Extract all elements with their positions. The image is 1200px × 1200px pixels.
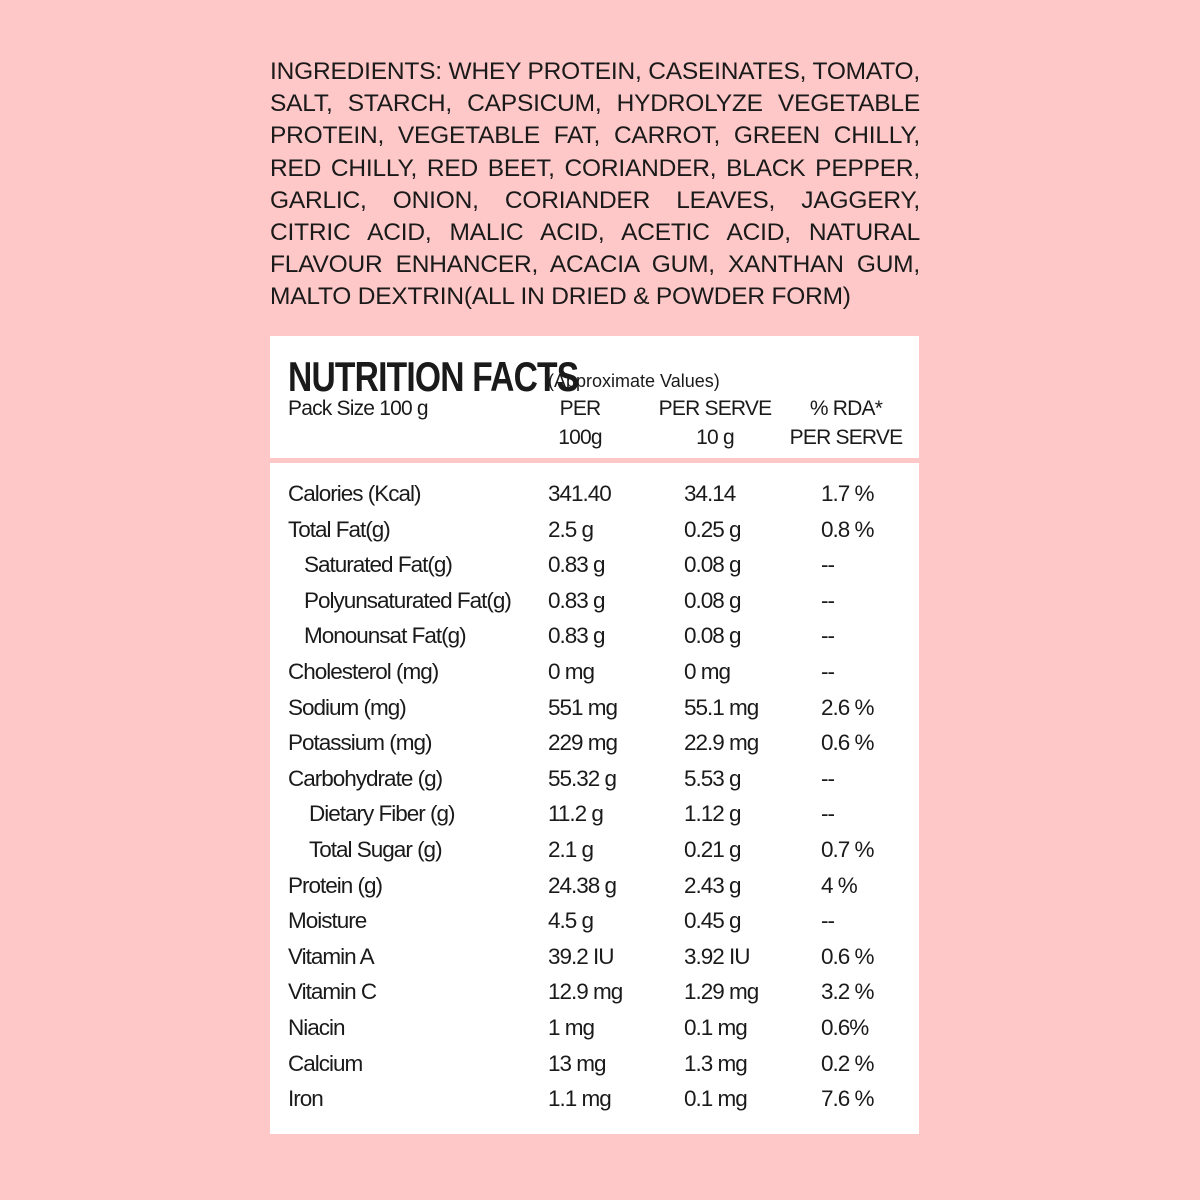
table-row xyxy=(270,623,919,658)
table-row xyxy=(270,1015,919,1050)
nutrient-name: Dietary Fiber (g) xyxy=(309,801,455,827)
nutrient-rda: 0.2 % xyxy=(821,1050,874,1076)
nutrient-name: Vitamin A xyxy=(288,943,374,969)
table-row xyxy=(270,908,919,943)
nutrient-per-100g: 341.40 xyxy=(548,481,611,506)
nutrient-per-serve: 0.08 g xyxy=(684,552,741,578)
table-row xyxy=(270,730,919,765)
nutrient-name: Total Fat(g) xyxy=(288,516,390,542)
nutrient-rda: -- xyxy=(821,765,834,791)
nutrient-per-100g: 1.1 mg xyxy=(548,1086,611,1112)
table-row xyxy=(270,552,919,587)
nutrient-per-serve: 0.1 mg xyxy=(684,1086,747,1112)
ingredients-text xyxy=(270,56,920,314)
table-row xyxy=(270,695,919,730)
table-row xyxy=(270,659,919,694)
nutrient-per-100g: 24.38 g xyxy=(548,872,617,898)
nutrient-per-serve: 0.25 g xyxy=(684,516,741,542)
nutrient-name: Monounsat Fat(g) xyxy=(304,623,466,649)
nutrient-per-100g: 2.1 g xyxy=(548,837,594,862)
nutrient-per-serve: 22.9 mg xyxy=(684,730,759,756)
nutrient-rda: 0.8 % xyxy=(821,516,874,542)
ingredients-list: WHEY PROTEIN, CASEINATES, TOMATO, SALT, STARCH, CAPSICUM, HYDROLYZE VEGETABLE PROTEIN, VEGETABLE FAT, CARROT, GREEN CHILLY, RED CHILLY, RED BEET, CORIANDER, BLACK PEPPER, GARLIC, ONION, CORIANDER LEAVES, JAGGERY, CITRIC ACID, MALIC ACID, ACETIC ACID, NATURAL FLAVOUR ENHANCER, ACACIA GUM, XANTHAN GUM, MALTO DEXTRIN(ALL IN DRIED & POWDER FORM) xyxy=(270,58,920,311)
nutrient-per-100g: 229 mg xyxy=(548,730,618,756)
nutrient-per-serve: 1.29 mg xyxy=(684,979,759,1005)
nutrient-rda: 0.7 % xyxy=(821,837,874,862)
nutrient-per-100g: 1 mg xyxy=(548,1015,595,1040)
nutrient-name: Iron xyxy=(288,1086,323,1112)
nutrient-rda: -- xyxy=(821,587,834,613)
nutrient-per-serve: 1.3 mg xyxy=(684,1050,747,1076)
pack-size-label: Pack Size 100 g xyxy=(288,397,428,420)
nutrient-per-100g: 2.5 g xyxy=(548,516,594,542)
nutrient-name: Potassium (mg) xyxy=(288,730,432,756)
nutrient-per-serve: 0.08 g xyxy=(684,587,741,613)
column-header-per-serve xyxy=(655,394,775,452)
nutrient-name: Carbohydrate (g) xyxy=(288,765,443,791)
nutrient-rda: 3.2 % xyxy=(821,979,874,1005)
nutrient-rda: -- xyxy=(821,908,834,934)
nutrient-per-serve: 0.08 g xyxy=(684,623,741,649)
table-row xyxy=(270,979,919,1014)
nutrient-per-serve: 0.21 g xyxy=(684,837,741,862)
nutrient-per-100g: 0 mg xyxy=(548,659,595,684)
nutrient-name: Protein (g) xyxy=(288,872,383,898)
nutrient-per-serve: 2.43 g xyxy=(684,872,741,898)
table-row xyxy=(270,801,919,836)
table-row xyxy=(270,873,919,908)
nutrient-name: Vitamin C xyxy=(288,979,377,1005)
nutrient-name: Total Sugar (g) xyxy=(309,837,442,862)
table-row xyxy=(270,588,919,623)
nutrient-per-serve: 55.1 mg xyxy=(684,694,759,720)
nutrition-facts-subtitle: (Approximate Values) xyxy=(548,371,720,391)
nutrient-name: Cholesterol (mg) xyxy=(288,659,439,684)
nutrient-rda: 7.6 % xyxy=(821,1086,874,1112)
nutrient-rda: -- xyxy=(821,623,834,649)
nutrient-rda: 0.6 % xyxy=(821,730,874,756)
nutrient-per-serve: 0.45 g xyxy=(684,908,741,934)
column-header-per-100g-line2: 100g xyxy=(558,426,602,449)
nutrient-name: Calcium xyxy=(288,1050,363,1076)
nutrient-per-serve: 34.14 xyxy=(684,481,736,506)
nutrient-per-serve: 3.92 IU xyxy=(684,943,750,969)
nutrient-per-100g: 39.2 IU xyxy=(548,943,614,969)
nutrient-name: Niacin xyxy=(288,1015,345,1040)
nutrient-per-serve: 5.53 g xyxy=(684,765,741,791)
column-header-rda-line1: % RDA* xyxy=(809,397,883,420)
nutrient-rda: 0.6% xyxy=(821,1015,869,1040)
column-header-per-serve-line2: 10 g xyxy=(696,426,734,449)
nutrient-per-100g: 4.5 g xyxy=(548,908,594,934)
nutrient-per-100g: 55.32 g xyxy=(548,765,617,791)
column-header-per-100g xyxy=(540,394,620,452)
table-row xyxy=(270,481,919,516)
table-row xyxy=(270,944,919,979)
table-row xyxy=(270,766,919,801)
nutrient-per-100g: 551 mg xyxy=(548,694,618,720)
nutrient-per-serve: 0.1 mg xyxy=(684,1015,747,1040)
nutrient-per-100g: 12.9 mg xyxy=(548,979,623,1005)
nutrient-rda: -- xyxy=(821,552,834,578)
column-header-rda-line2: PER SERVE xyxy=(789,426,903,449)
nutrition-facts-title: NUTRITION FACTS xyxy=(288,353,579,400)
nutrient-per-100g: 0.83 g xyxy=(548,552,605,578)
nutrient-name: Polyunsaturated Fat(g) xyxy=(304,587,511,613)
nutrient-rda: 2.6 % xyxy=(821,694,874,720)
column-header-rda xyxy=(786,394,906,452)
table-row xyxy=(270,1086,919,1121)
table-row xyxy=(270,837,919,872)
nutrient-rda: -- xyxy=(821,801,834,827)
table-row xyxy=(270,517,919,552)
nutrient-per-100g: 13 mg xyxy=(548,1050,606,1076)
nutrient-name: Calories (Kcal) xyxy=(288,481,421,506)
ingredients-label: INGREDIENTS: xyxy=(270,58,442,85)
nutrient-per-100g: 11.2 g xyxy=(548,801,603,827)
column-header-per-serve-line1: PER SERVE xyxy=(658,397,772,420)
nutrient-per-100g: 0.83 g xyxy=(548,587,605,613)
nutrient-name: Saturated Fat(g) xyxy=(304,552,452,578)
nutrient-per-100g: 0.83 g xyxy=(548,623,605,649)
nutrient-name: Sodium (mg) xyxy=(288,694,406,720)
nutrient-rda: 0.6 % xyxy=(821,943,874,969)
nutrition-facts-header-panel xyxy=(270,336,919,458)
table-row xyxy=(270,1051,919,1086)
nutrition-facts-table xyxy=(270,463,919,1134)
nutrient-name: Moisture xyxy=(288,908,367,934)
column-header-per-100g-line1: PER xyxy=(559,397,601,420)
nutrient-rda: -- xyxy=(821,659,834,684)
nutrient-rda: 1.7 % xyxy=(821,481,874,506)
nutrient-rda: 4 % xyxy=(821,872,857,898)
nutrient-per-serve: 0 mg xyxy=(684,659,731,684)
nutrient-per-serve: 1.12 g xyxy=(684,801,741,827)
